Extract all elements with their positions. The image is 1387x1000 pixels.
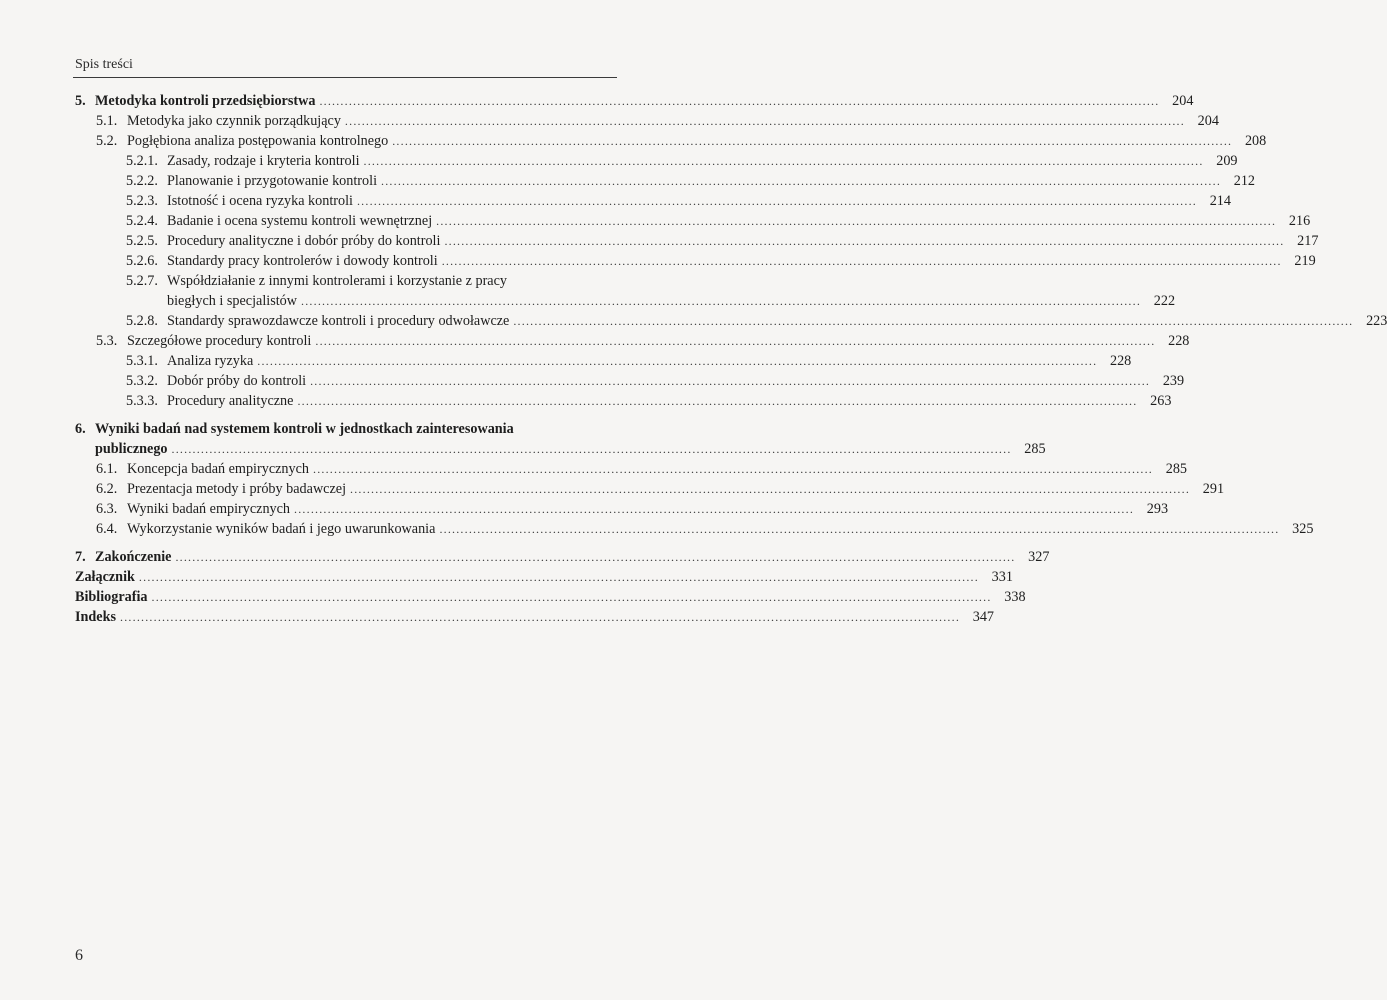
table-of-contents <box>75 91 1387 627</box>
toc-leader-dots: ........................................................................................................................................................................................................ <box>363 154 1204 168</box>
toc-leader-dots: ........................................................................................................................................................................................................ <box>138 570 979 584</box>
toc-leader-dots: ........................................................................................................................................................................................................ <box>439 522 1280 536</box>
toc-entry-page: 219 <box>1294 253 1316 269</box>
toc-entry[interactable] <box>75 291 1176 311</box>
toc-entry[interactable] <box>75 607 995 627</box>
toc-entry-title: Procedury analityczne <box>167 393 294 409</box>
toc-entry-title: Prezentacja metody i próby badawczej <box>127 481 347 497</box>
toc-entry-page: 285 <box>1165 461 1187 477</box>
toc-entry-number: 5.1. <box>96 113 118 129</box>
toc-entry-number: 5.2.8. <box>126 313 158 329</box>
toc-entry-page: 347 <box>972 609 995 625</box>
toc-leader-dots: ........................................................................................................................................................................................................ <box>315 334 1156 348</box>
toc-entry[interactable] <box>75 499 1169 519</box>
toc-entry-number: 5.3. <box>96 333 118 349</box>
toc-entry-title: Wykorzystanie wyników badań i jego uwarunkowania <box>127 521 436 537</box>
toc-entry-title: Szczegółowe procedury kontroli <box>127 333 312 349</box>
toc-entry-title: Istotność i ocena ryzyka kontroli <box>167 193 353 209</box>
toc-entry-title: Badanie i ocena systemu kontroli wewnętrznej <box>167 213 433 229</box>
toc-entry-number: 5.3.1. <box>126 353 158 369</box>
toc-leader-dots: ........................................................................................................................................................................................................ <box>313 462 1153 476</box>
toc-leader-dots: ........................................................................................................................................................................................................ <box>444 234 1285 248</box>
toc-entry-page: 263 <box>1150 393 1172 409</box>
toc-entry-title: Metodyka jako czynnik porządkujący <box>127 113 341 129</box>
toc-leader-dots: ........................................................................................................................................................................................................ <box>381 174 1222 188</box>
toc-entry-page: 216 <box>1288 213 1311 229</box>
toc-entry-title: Standardy pracy kontrolerów i dowody kontroli <box>167 253 438 269</box>
toc-entry[interactable] <box>75 439 1046 459</box>
toc-entry-page: 209 <box>1216 153 1238 169</box>
toc-leader-dots: ........................................................................................................................................................................................................ <box>175 550 1016 564</box>
toc-entry[interactable] <box>75 251 1316 271</box>
toc-entry[interactable] <box>75 211 1311 231</box>
toc-entry-page: 239 <box>1162 373 1185 389</box>
toc-entry-title: Wyniki badań empirycznych <box>127 501 291 517</box>
toc-entry-title: publicznego <box>95 441 168 457</box>
toc-gap <box>75 411 617 419</box>
toc-entry-number: 5.2.6. <box>126 253 158 269</box>
toc-entry-number: 5.2. <box>96 133 118 149</box>
toc-gap <box>75 539 617 547</box>
toc-entry-page: 208 <box>1244 133 1267 149</box>
toc-leader-dots: ........................................................................................................................................................................................................ <box>356 194 1197 208</box>
toc-entry[interactable] <box>75 519 1314 539</box>
toc-leader-dots: ........................................................................................................................................................................................................ <box>319 94 1160 108</box>
toc-entry-number: 5.2.4. <box>126 213 158 229</box>
toc-entry[interactable] <box>75 351 1132 371</box>
toc-entry-page: 212 <box>1233 173 1256 189</box>
toc-entry[interactable] <box>75 191 1231 211</box>
toc-leader-dots: ........................................................................................................................................................................................................ <box>171 442 1012 456</box>
toc-entry-title: Procedury analityczne i dobór próby do kontroli <box>167 233 441 249</box>
toc-entry-page: 327 <box>1028 549 1050 565</box>
toc-entry[interactable] <box>75 587 1026 607</box>
toc-entry-title: Zakończenie <box>95 549 172 565</box>
toc-leader-dots: ........................................................................................................................................................................................................ <box>350 482 1191 496</box>
toc-entry-title: Wyniki badań nad systemem kontroli w jednostkach zainteresowania <box>95 421 514 437</box>
toc-entry[interactable] <box>75 171 1256 191</box>
toc-entry-number: 5.3.3. <box>126 393 158 409</box>
page-number: 6 <box>75 947 83 964</box>
toc-entry-page: 223 <box>1366 313 1387 329</box>
header-rule <box>73 77 617 78</box>
toc-leader-dots: ........................................................................................................................................................................................................ <box>513 314 1354 328</box>
toc-entry-title: biegłych i specjalistów <box>167 293 298 309</box>
toc-leader-dots: ........................................................................................................................................................................................................ <box>344 114 1185 128</box>
toc-entry-title: Planowanie i przygotowanie kontroli <box>167 173 378 189</box>
toc-entry-number: 5.2.5. <box>126 233 158 249</box>
toc-entry-page: 214 <box>1209 193 1231 209</box>
toc-leader-dots: ........................................................................................................................................................................................................ <box>257 354 1098 368</box>
toc-entry-number: 6.4. <box>96 521 118 537</box>
toc-entry[interactable] <box>75 459 1187 479</box>
toc-entry-number: 5. <box>75 93 86 109</box>
toc-entry[interactable] <box>75 391 1172 411</box>
toc-entry-page: 217 <box>1297 233 1319 249</box>
toc-leader-dots: ........................................................................................................................................................................................................ <box>151 590 992 604</box>
toc-entry-number: 5.3.2. <box>126 373 158 389</box>
toc-entry[interactable] <box>75 91 1194 111</box>
toc-entry-title: Zasady, rodzaje i kryteria kontroli <box>167 153 360 169</box>
toc-entry-page: 228 <box>1168 333 1190 349</box>
toc-leader-dots: ........................................................................................................................................................................................................ <box>297 394 1138 408</box>
toc-entry-number: 6. <box>75 421 86 437</box>
toc-entry[interactable] <box>75 231 1319 251</box>
toc-entry[interactable] <box>75 371 1185 391</box>
toc-entry-title: Załącznik <box>75 569 135 585</box>
toc-entry[interactable] <box>75 311 1387 331</box>
toc-entry-page: 204 <box>1172 93 1194 109</box>
toc-entry-number: 6.1. <box>96 461 118 477</box>
toc-entry-title: Indeks <box>75 609 117 625</box>
toc-entry-title: Bibliografia <box>75 589 148 605</box>
toc-entry-title: Dobór próby do kontroli <box>167 373 307 389</box>
toc-entry-page: 285 <box>1024 441 1046 457</box>
toc-entry-title: Metodyka kontroli przedsiębiorstwa <box>95 93 316 109</box>
toc-leader-dots: ........................................................................................................................................................................................................ <box>294 502 1135 516</box>
toc-entry-page: 228 <box>1109 353 1132 369</box>
toc-leader-dots: ........................................................................................................................................................................................................ <box>392 134 1233 148</box>
toc-leader-dots: ........................................................................................................................................................................................................ <box>301 294 1142 308</box>
toc-entry-page: 293 <box>1146 501 1169 517</box>
toc-leader-dots: ........................................................................................................................................................................................................ <box>310 374 1151 388</box>
toc-entry-page: 338 <box>1004 589 1026 605</box>
toc-leader-dots: ........................................................................................................................................................................................................ <box>120 610 961 624</box>
toc-entry-page: 291 <box>1202 481 1225 497</box>
toc-entry[interactable] <box>75 111 1219 131</box>
toc-entry[interactable] <box>75 331 1190 351</box>
toc-entry-number: 5.2.1. <box>126 153 158 169</box>
toc-entry[interactable] <box>75 151 1238 171</box>
toc-entry-page: 331 <box>991 569 1013 585</box>
toc-entry-page: 325 <box>1292 521 1314 537</box>
toc-entry-number: 5.2.7. <box>126 273 158 289</box>
toc-entry-number: 6.2. <box>96 481 118 497</box>
toc-entry-title: Współdziałanie z innymi kontrolerami i korzystanie z pracy <box>167 273 507 289</box>
toc-entry-page: 204 <box>1197 113 1219 129</box>
toc-entry-number: 7. <box>75 549 86 565</box>
running-header: Spis treści <box>75 57 133 72</box>
toc-leader-dots: ........................................................................................................................................................................................................ <box>441 254 1282 268</box>
toc-entry[interactable] <box>75 271 617 291</box>
toc-entry-title: Analiza ryzyka <box>167 353 254 369</box>
toc-entry[interactable] <box>75 547 1050 567</box>
toc-entry-number: 6.3. <box>96 501 118 517</box>
toc-entry-title: Pogłębiona analiza postępowania kontrolnego <box>127 133 389 149</box>
toc-entry[interactable] <box>75 479 1225 499</box>
toc-entry[interactable] <box>75 131 1267 151</box>
toc-entry[interactable] <box>75 419 617 439</box>
toc-entry-page: 222 <box>1153 293 1176 309</box>
toc-entry-title: Standardy sprawozdawcze kontroli i procedury odwoławcze <box>167 313 510 329</box>
toc-entry-title: Koncepcja badań empirycznych <box>127 461 309 477</box>
toc-entry-number: 5.2.3. <box>126 193 158 209</box>
toc-leader-dots: ........................................................................................................................................................................................................ <box>436 214 1277 228</box>
toc-entry[interactable] <box>75 567 1013 587</box>
toc-entry-number: 5.2.2. <box>126 173 158 189</box>
